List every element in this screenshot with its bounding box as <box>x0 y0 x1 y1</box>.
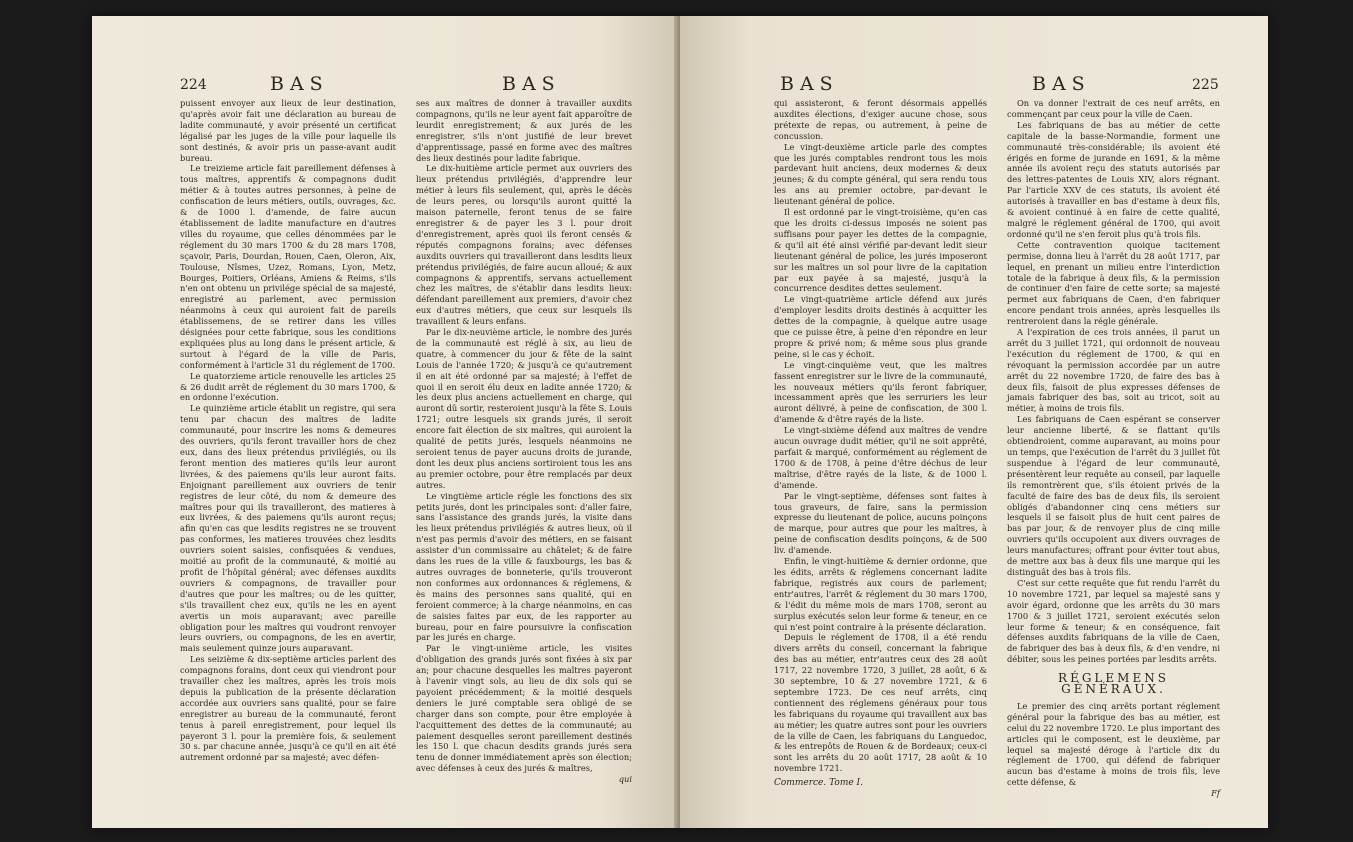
right-page <box>680 16 1268 828</box>
paragraph: Le treizieme article fait pareillement défenses à tous maîtres, apprentifs & compagnons dudit métier & à toutes autres personnes, à peine de confiscation de leurs métiers, outils, ouvrages, &c. & de 1000 l. d'amende, de faire aucun établissement de ladite manufacture en d'autres villes du royaume, que celles dénommées par le réglement du 30 mars 1700 & du 28 mars 1708, sçavoir, Paris, Dourdan, Rouen, Caen, Oleron, Aix, Toulouse, Nîsmes, Uzez, Romans, Lyon, Metz, Bourges, Poitiers, Orléans, Amiens & Reims, s'ils n'en ont obtenu un privilége spécial de sa majesté, enregistré au parlement, avec permission néanmoins à ceux qui auroient fait de pareils établissemens, de se retirer dans les villes désignées pour cette fabrique, sous les conditions expliquées plus au long dans le présent article, & surtout à l'égard de la ville de Paris, conformément à l'article 31 du réglement de 1700. <box>180 163 396 370</box>
paragraph: Le quatorzieme article renouvelle les articles 25 & 26 dudit arrêt de réglement du 30 mars 1700, & en ordonne l'exécution. <box>180 370 396 403</box>
paragraph: A l'expiration de ces trois années, il parut un arrêt du 3 juillet 1721, qui ordonnoit de nouveau l'exécution du réglement de 1700, & qui en révoquant la permission accordée par un autre arrêt du 22 novembre 1720, de faire des bas à deux fils, faisoit de plus expresses défenses de jamais fabriquer des bas, soit au tricot, soit au métier, à moins de trois fils. <box>1007 327 1220 414</box>
text-columns <box>180 98 632 785</box>
catchword: qui <box>618 774 632 785</box>
running-head <box>680 73 1268 99</box>
paragraph: Depuis le réglement de 1708, il a été rendu divers arrêts du conseil, concernant la fabrique des bas au métier, entr'autres ceux des 28 août 1717, 22 novembre 1720, 3 juillet, 28 août, 6 & 30 septembre, 10 & 27 novembre 1721, & 6 septembre 1723. De ces neuf arrêts, cinq contiennent des réglemens généraux pour tous les fabriquans du royaume qui travaillent aux bas au métier; les quatre autres sont pour les ouvriers de la ville de Caen, les fabriquans du Languedoc, & les entrepôts de Rouen & de Bordeaux; ceux-ci sont les arrêts du 20 août 1717, 28 août & 10 novembre 1721. <box>774 632 987 774</box>
paragraph: Il est ordonné par le vingt-troisième, qu'en cas que les droits ci-dessus imposés ne soient pas suffisans pour payer les dettes de la compagnie, & qu'il ait été ainsi vérifié par-devant ledit sieur lieutenant général de police, les jurés imposeront sur les maîtres un sol pour livre de la capitation par eux payée à sa majesté, jusqu'à la concurrence desdites dettes seulement. <box>774 207 987 294</box>
running-head <box>92 73 680 99</box>
paragraph: On va donner l'extrait de ces neuf arrêts, en commençant par ceux pour la ville de Caen. <box>1007 98 1220 119</box>
paragraph: Par le dix-neuvième article, le nombre des jurés de la communauté est réglé à six, au lieu de quatre, à commencer du jour & fête de la saint Louis de l'année 1720; & jusqu'à ce qu'autrement il en ait été ordonné par sa majesté; à l'effet de quoi il en seroit élu deux en ladite année 1720; & les deux plus anciens actuellement en charge, qui auront dû sortir, resteroient jusqu'à la fête S. Louis 1721; outre lesquels six grands jurés, il seroit encore fait élection de six maîtres, qui auroient la qualité de petits jurés, lesquels néanmoins ne seroient tenus de payer aucuns droits de jurande, dont les deux plus anciens sortiroient tous les ans au premier octobre, pour être remplacés par deux autres. <box>416 327 632 490</box>
paragraph: Par le vingt-septième, défenses sont faites à tous graveurs, de faire, sans la permission expresse du lieutenant de police, aucuns poinçons de marque, pour autres que pour les maîtres, à peine de confiscation desdits poinçons, & de 500 liv. d'amende. <box>774 490 987 556</box>
running-title: BAS <box>270 73 329 95</box>
paragraph: Enfin, le vingt-huitième & dernier ordonne, que les édits, arrêts & réglemens concernant ladite fabrique, registrés aux cours de parlement; entr'autres, l'arrêt & réglement du 30 mars 1700, & l'édit du même mois de mars 1708, seront au surplus exécutés selon leur forme & teneur, en ce qui n'est point contraire à la présente déclaration. <box>774 556 987 632</box>
paragraph: Le quinzième article établit un registre, qui sera tenu par chacun des maîtres de ladite communauté, pour inscrire les noms & demeures des ouvriers, qu'ils feront travailler hors de chez eux, dans des lieux prétendus privilégiés, ou ils feront mention des matieres qu'ils leur auront livrées, & des paiemens qu'ils leur auront faits. Enjoignant pareillement aux ouvriers de tenir registres de leur côté, du nom & demeure des maîtres pour qui ils travailleront, des matieres à eux livrées, & des paiemens qu'ils auront reçus; afin qu'en cas que lesdits registres ne se trouvent pas conformes, les matieres trouvées chez lesdits ouvriers soient saisies, confisquées & vendues, moitié au profit de la communauté, & moitié au profit de l'hôpital général; avec défenses auxdits ouvriers & compagnons, de travailler pour d'autres que pour les maîtres; ou de les quitter, s'ils travaillent chez eux, qu'ils ne les en ayent avertis un mois auparavant; avec pareille obligation pour les maîtres qui voudront renvoyer leurs ouvriers, ou compagnons, de les en avertir, mais seulement quinze jours auparavant. <box>180 403 396 654</box>
page-number: 225 <box>1192 77 1219 93</box>
volume-footer: Commerce. Tome I. <box>774 778 863 789</box>
paragraph: Le dix-huitième article permet aux ouvriers des lieux prétendus privilégiés, d'apprendre leur métier à leurs fils seulement, qui, après le décès de leurs peres, ou lorsqu'ils auront quitté la maison paternelle, feront tenus de se faire enregistrer & de payer les 3 l. pour droit d'enregistrement, après quoi ils feront censés & réputés compagnons forains; avec défenses auxdits ouvriers qui travailleront dans lesdits lieux prétendus privilégiés, de faire aucun alloué; & aux compagnons & apprentifs, servans actuellement chez les maîtres, de s'établir dans lesdits lieux: défendant pareillement aux premiers, d'avoir chez eux d'autres métiers, que ceux sur lesquels ils travaillent & leurs enfans. <box>416 163 632 327</box>
column-2 <box>1007 98 1220 799</box>
paragraph: puissent envoyer aux lieux de leur destination, qu'après avoir fait une déclaration au bureau de ladite communauté, y avoir présenté un certificat légalisé par les juges de la ville pour laquelle ils sont destinés, & avoir pris un passe-avant audit bureau. <box>180 98 396 163</box>
paragraph: Cette contravention quoique tacitement permise, donna lieu à l'arrêt du 28 août 1717, par lequel, en prenant un milieu entre l'interdiction totale de la fabrique à deux fils, & la permission de continuer d'en faire de cette sorte; sa majesté permet aux fabriquans de Caen, d'en fabriquer encore pendant trois années, après lesquelles ils rentreroient dans la régle générale. <box>1007 239 1220 327</box>
open-book <box>92 16 1268 828</box>
paragraph: ses aux maîtres de donner à travailler auxdits compagnons, qu'ils ne leur ayent fait apparoître de leurdit enregistrement; & aux jurés de les enregistrer, s'ils n'ont justifié de leur brevet d'apprentissage, passé en forme avec des maîtres des lieux destinés pour ladite fabrique. <box>416 98 632 163</box>
paragraph: Le vingt-quatrième article défend aux jurés d'employer lesdits droits destinés à acquitter les dettes de la compagnie, à quelque autre usage que ce puisse être, à peine d'en répondre en leur propre & privé nom; & même sous plus grande peine, si le cas y échoit. <box>774 294 987 359</box>
text-columns <box>774 98 1220 799</box>
paragraph: Le vingt-sixième défend aux maîtres de vendre aucun ouvrage dudit métier, qu'il ne soit apprêté, parfait & marqué, conformément au réglement de 1700 & de 1708, à peine d'être déchus de leur maîtrise, d'être rayés de la liste, & de 1000 l. d'amende. <box>774 425 987 490</box>
section-heading: RÉGLEMENS GÉNÉRAUX. <box>1058 671 1169 697</box>
paragraph: Les fabriquans de Caen espérant se conserver leur ancienne liberté, & se flattant qu'ils obtiendroient, comme auparavant, au moins pour un temps, que l'exécution de l'arrêt du 3 juillet fût suspendue à l'égard de leur communauté, présentèrent leur requête au conseil, par laquelle ils remontrèrent que, s'ils étoient privés de la faculté de faire des bas de deux fils, ils seroient obligés d'abandonner cinq cens métiers sur lesquels il se faisoit plus de huit cent paires de bas par jour, & de renvoyer plus de cinq mille ouvriers qu'ils occupoient aux divers ouvrages de leurs manufactures; offrant pour éviter tout abus, de mettre aux bas à deux fils une marque qui les distinguât des bas à trois fils. <box>1007 414 1220 577</box>
page-number: 224 <box>180 77 207 93</box>
column-2 <box>416 98 632 785</box>
column-1 <box>180 98 396 785</box>
paragraph: Le vingt-cinquième veut, que les maîtres fassent enregistrer sur le livre de la communauté, les nouveaux métiers qu'ils feront fabriquer, incessamment après que les serruriers les leur auront délivré, à peine de confiscation, de 300 l. d'amende & d'être rayés de la liste. <box>774 359 987 425</box>
running-title-right: BAS <box>502 73 561 95</box>
paragraph: Le vingt-deuxième article parle des comptes que les jurés comptables rendront tous les mois pardevant huit anciens, deux modernes & deux jeunes; & du compte général, qui sera rendu tous les ans au premier octobre, par-devant le lieutenant général de police. <box>774 141 987 207</box>
running-title: BAS <box>780 73 839 95</box>
paragraph: C'est sur cette requête que fut rendu l'arrêt du 10 novembre 1721, par lequel sa majesté sans y avoir égard, ordonne que les arrêts du 30 mars 1700 & 3 juillet 1721, seroient exécutés selon leur forme & teneur; & en conséquence, fait défenses auxdits fabriquans de la ville de Caen, de fabriquer des bas à deux fils, & d'en vendre, ni débiter, sous les peines portées par lesdits arrêts. <box>1007 577 1220 665</box>
paragraph: Le vingtième article régle les fonctions des six petits jurés, dont les principales sont: d'aller faire, sans l'assistance des grands jurés, la visite dans les lieux prétendus privilégiés & autres lieux, où il n'est pas permis d'avoir des métiers, en se faisant assister d'un commissaire au châtelet; & de faire dans les rues de la ville & fauxbourgs, les bas & autres ouvrages de bonneterie, qu'ils trouveront non conformes aux ordonnances & réglemens, & ès mains des personnes sans qualité, qui en feroient commerce; à la charge néanmoins, en cas de saisies faites par eux, de les rapporter au bureau, pour en faire poursuivre la confiscation par les jurés en charge. <box>416 490 632 643</box>
paragraph: qui assisteront, & feront désormais appellés auxdites élections, d'exiger aucune chose, sous prétexte de repas, ou autrement, à peine de concussion. <box>774 98 987 141</box>
left-page <box>92 16 680 828</box>
paragraph: Par le vingt-unième article, les visites d'obligation des grands jurés sont fixées à six par an; pour chacune desquelles les maîtres payeront à l'avenir vingt sols, au lieu de dix sols qui se payoient précédemment; & la moitié desquels deniers le juré comptable sera obligé de se charger dans son compte, pour être employée à l'acquittement des dettes de la communauté; au paiement desquelles seront pareillement destinés les 150 l. que chacun desdits grands jurés sera tenu de donner immédiatement après son élection; avec défenses à ceux des jurés & maîtres, <box>416 643 632 774</box>
running-title-right: BAS <box>1032 73 1091 95</box>
signature-mark: Ff <box>1211 788 1220 799</box>
paragraph: Les seizième & dix-septième articles parlent des compagnons forains, dont ceux qui viendront pour travailler chez les maîtres, après les trois mois depuis la publication de la présente déclaration accordée aux ouvriers sans qualité, pour se faire enregistrer au bureau de la communauté, feront tenus à pareil enregistrement, pour lequel ils payeront 3 l. pour la première fois, & seulement 30 s. par chacune année, jusqu'à ce qu'il en ait été autrement ordonné par sa majesté; avec défen- <box>180 654 396 763</box>
column-1 <box>774 98 987 799</box>
paragraph: Le premier des cinq arrêts portant réglement général pour la fabrique des bas au métier, est celui du 22 novembre 1720. Le plus important des articles qui le composent, est le deuxième, par lequel sa majesté déroge à l'article dix du réglement de 1700, qui défend de fabriquer aucun bas d'estame à moins de trois fils, leve cette défense, & <box>1007 700 1220 788</box>
paragraph: Les fabriquans de bas au métier de cette capitale de la basse-Normandie, forment une communauté très-considérable; ils avoient été érigés en forme de jurande en 1691, & la même année ils avoient reçu des statuts autorisés par des lettres-patentes de Louis XIV, alors régnant. Par l'article XXV de ces statuts, ils avoient été autorisés à travailler en bas d'estame à deux fils, & avoient continué à en faire de cette qualité, malgré le réglement général de 1700, qui avoit ordonné qu'il ne s'en feroit plus qu'à trois fils. <box>1007 119 1220 239</box>
